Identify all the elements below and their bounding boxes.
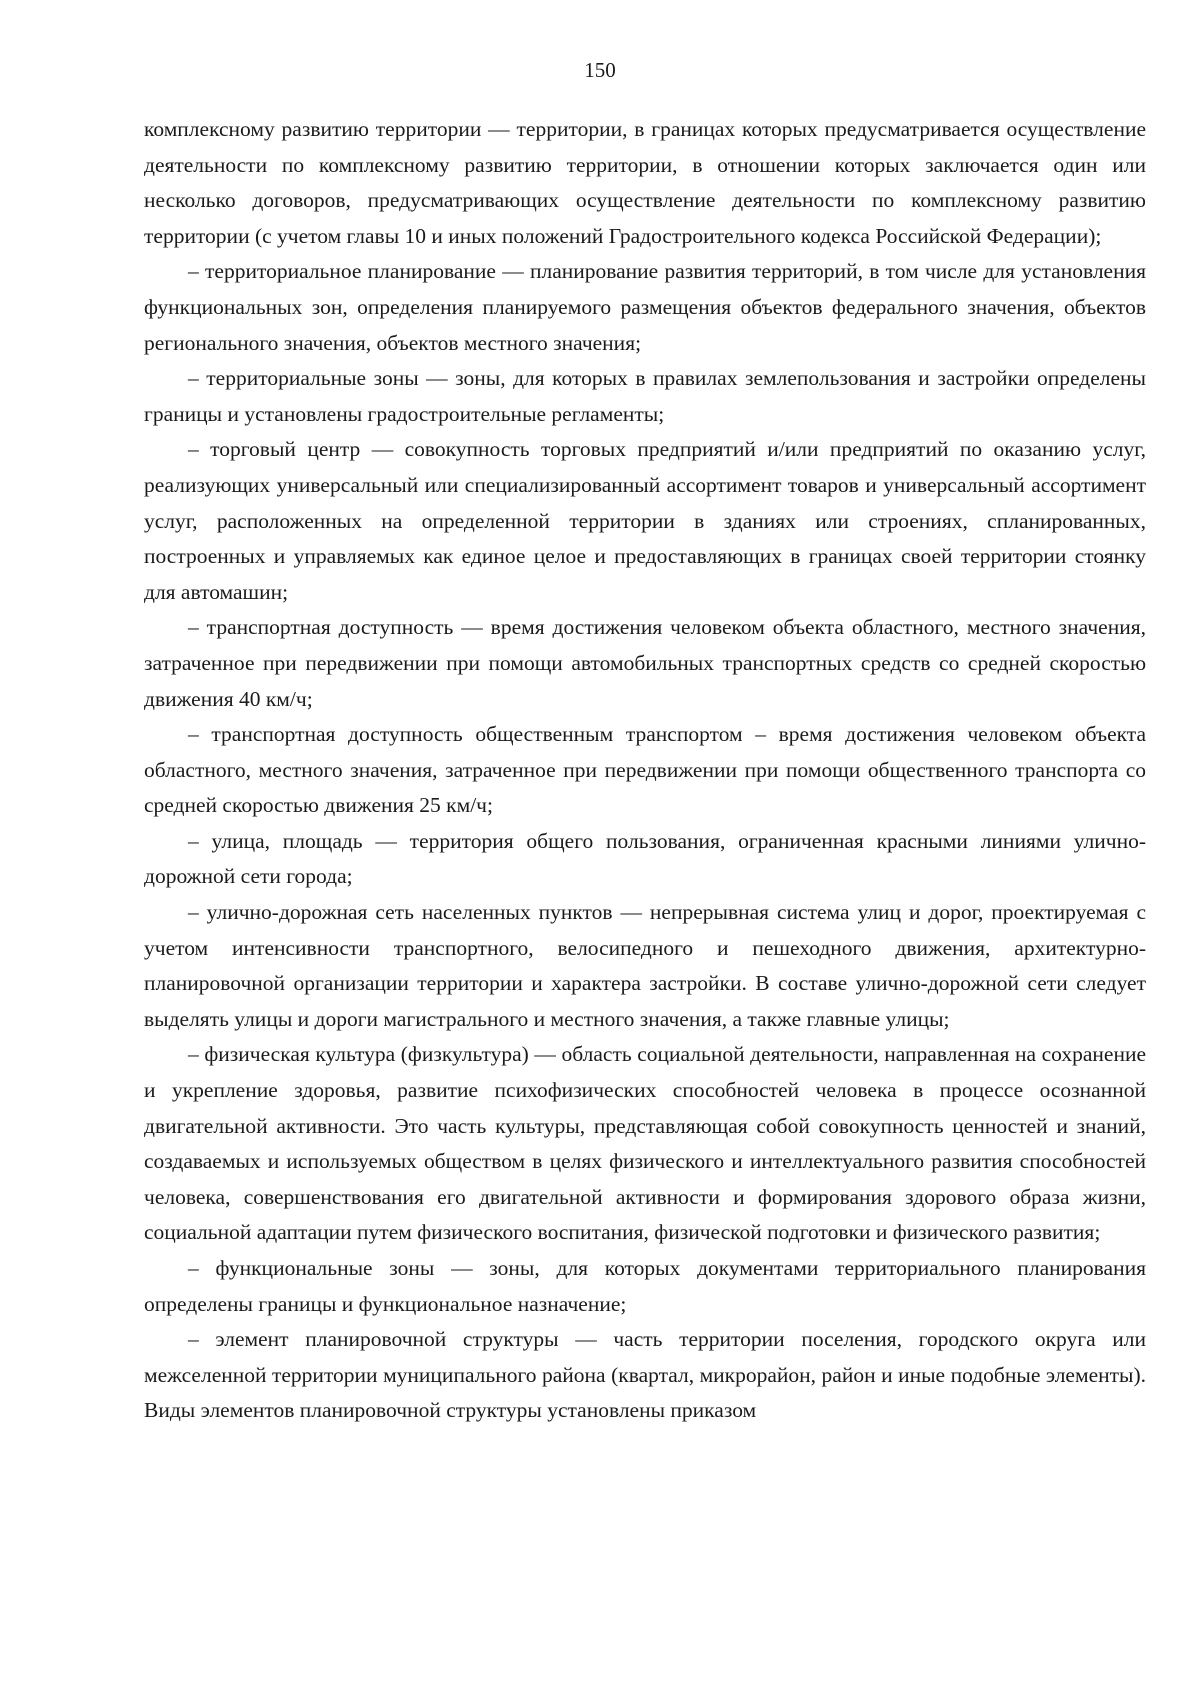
definition-functional-zones: – функциональные зоны — зоны, для которых документами территориального планирования определены границы и функциональное назначение; [144, 1256, 1146, 1316]
definition-public-transport-accessibility: – транспортная доступность общественным транспортом – время достижения человеком объекта областного, местного значения, затраченное при передвижении при помощи общественного транспорта со средней скоростью движения 25 км/ч; [144, 722, 1146, 818]
document-body [144, 112, 1146, 1429]
definition-street-square: – улица, площадь — территория общего пользования, ограниченная красными линиями улично-дорожной сети города; [144, 828, 1146, 889]
definition-planning-structure-element: – элемент планировочной структуры — часть территории поселения, городского округа или межселенной территории муниципального района (квартал, микрорайон, район и иные подобные элементы). Виды элементов планировочной структуры установлены приказом [144, 1327, 1146, 1423]
definition-physical-culture: – физическая культура (физкультура) — область социальной деятельности, направленная на сохранение и укрепление здоровья, развитие психофизических способностей человека в процессе осознанной двигательной активности. Это часть культуры, представляющая собой совокупность ценностей и знаний, создаваемых и используемых обществом в целях физического и интеллектуального развития способностей человека, совершенствования его двигательной активности и формирования здорового образа жизни, социальной адаптации путем физического воспитания, физической подготовки и физического развития; [144, 1042, 1146, 1245]
paragraph-continuation: комплексному развитию территории — территории, в границах которых предусматривается осуществление деятельности по комплексному развитию территории, в отношении которых заключается один или несколько договоров, предусматривающих осуществление деятельности по комплексному развитию территории (с учетом главы 10 и иных положений Градостроительного кодекса Российской Федерации); [144, 117, 1146, 248]
page-number: 150 [584, 58, 616, 82]
definition-territorial-planning: – территориальное планирование — планирование развития территорий, в том числе для установления функциональных зон, определения планируемого размещения объектов федерального значения, объектов регионального значения, объектов местного значения; [144, 259, 1146, 355]
definition-shopping-center: – торговый центр — совокупность торговых предприятий и/или предприятий по оказанию услуг, реализующих универсальный или специализированный ассортимент товаров и универсальный ассортимент услуг, расположенных на определенной территории в зданиях или строениях, спланированных, построенных и управляемых как единое целое и предоставляющих в границах своей территории стоянку для автомашин; [144, 437, 1146, 604]
definition-transport-accessibility: – транспортная доступность — время достижения человеком объекта областного, местного значения, затраченное при передвижении при помощи автомобильных транспортных средств со средней скоростью движения 40 км/ч; [144, 615, 1146, 711]
definition-street-road-network: – улично-дорожная сеть населенных пунктов — непрерывная система улиц и дорог, проектируемая с учетом интенсивности транспортного, велосипедного и пешеходного движения, архитектурно-планировочной организации территории и характера застройки. В составе улично-дорожной сети следует выделять улицы и дороги магистрального и местного значения, а также главные улицы; [144, 900, 1146, 1031]
definition-territorial-zones: – территориальные зоны — зоны, для которых в правилах землепользования и застройки определены границы и установлены градостроительные регламенты; [144, 366, 1146, 426]
